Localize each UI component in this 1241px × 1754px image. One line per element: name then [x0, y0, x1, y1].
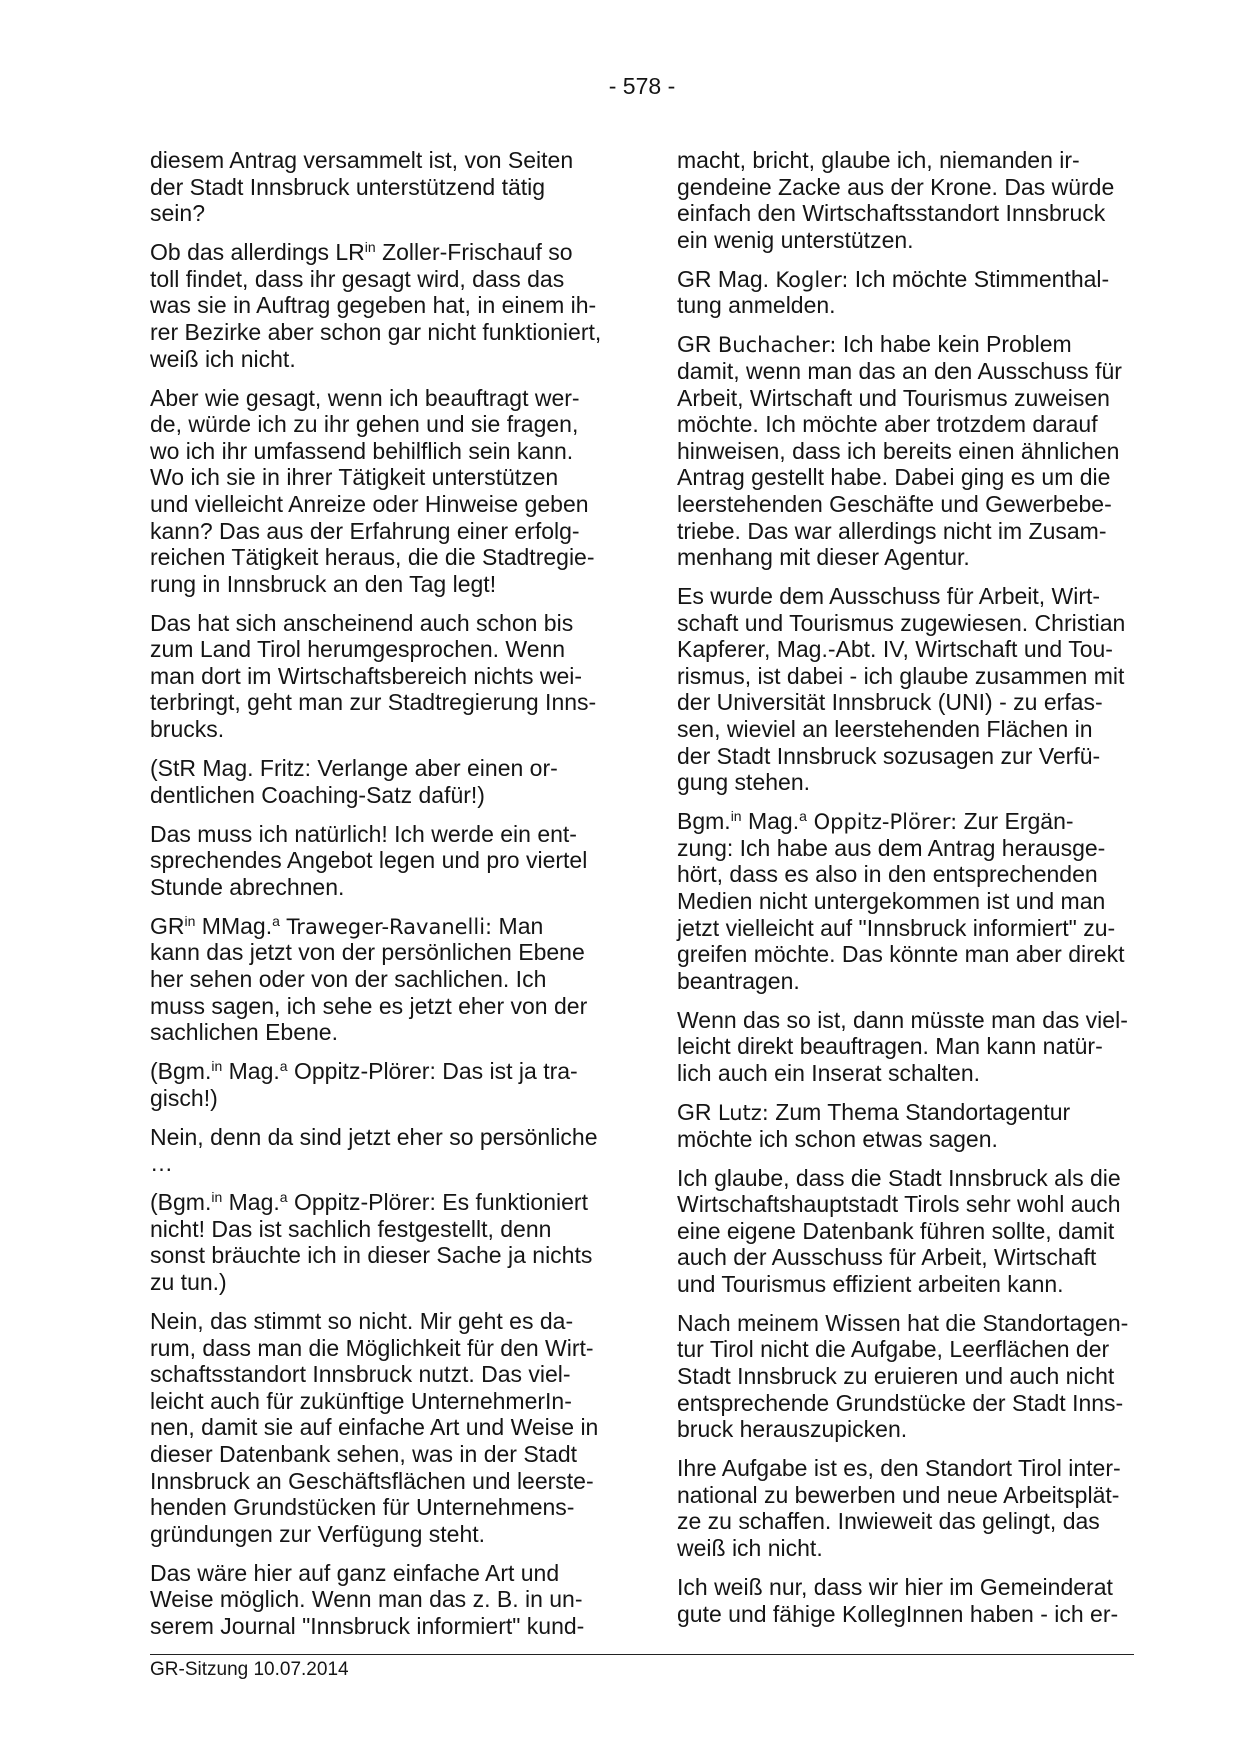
text-line: Nach meinem Wissen hat die Standortagen-	[677, 1309, 1129, 1336]
text-line: …	[150, 1150, 173, 1177]
paragraph	[150, 239, 610, 372]
paragraph	[677, 1099, 1137, 1152]
text-line: Kapferer, Mag.-Abt. IV, Wirtschaft und Tou-	[677, 636, 1113, 663]
text-line: triebe. Das war allerdings nicht im Zusam-	[677, 517, 1107, 544]
text-line: henden Grundstücken für Unternehmens-	[150, 1494, 575, 1521]
superscript: in	[184, 912, 196, 929]
text-line: leerstehenden Geschäfte und Gewerbebe-	[677, 490, 1112, 517]
paragraph	[150, 147, 610, 227]
text-line: Weise möglich. Wenn man das z. B. in un-	[150, 1586, 583, 1613]
superscript: in	[730, 808, 742, 825]
text-line: weiß ich nicht.	[150, 345, 296, 372]
superscript: a	[279, 1189, 288, 1206]
text-line: Medien nicht untergekommen ist und man	[677, 888, 1106, 914]
paragraph	[150, 610, 610, 743]
text-line: sen, wieviel an leerstehenden Flächen in	[677, 716, 1093, 743]
paragraph	[150, 755, 610, 808]
text-segment: GR Mag.	[677, 265, 776, 292]
text-line: gung stehen.	[677, 769, 811, 796]
text-segment: Zoller-Frischauf so	[375, 239, 573, 266]
paragraph	[150, 1058, 610, 1111]
text-segment: Bgm.	[677, 808, 731, 835]
text-line: Ich glaube, dass die Stadt Innsbruck als die	[677, 1164, 1121, 1191]
text-segment: (Bgm.	[150, 1189, 212, 1216]
text-line: gründungen zur Verfügung steht.	[150, 1520, 486, 1547]
text-line: entsprechende Grundstücke der Stadt Inns-	[677, 1389, 1124, 1416]
text-segment: GR	[150, 912, 185, 939]
text-line: hinweisen, dass ich bereits einen ähnlichen	[677, 437, 1120, 464]
text-line: greifen möchte. Das könnte man aber direkt	[677, 941, 1125, 968]
paragraph	[677, 808, 1137, 994]
paragraph	[150, 913, 610, 1046]
speaker-name: Kogler:	[775, 267, 849, 292]
text-line: der Stadt Innsbruck sozusagen zur Verfü-	[677, 742, 1101, 769]
text-line: sprechendes Angebot legen und pro viertel	[150, 847, 588, 874]
text-line	[150, 239, 610, 266]
text-line: (StR Mag. Fritz: Verlange aber einen or-	[150, 755, 558, 782]
text-line: beantragen.	[677, 967, 800, 994]
text-line: muss sagen, ich sehe es jetzt eher von der	[150, 992, 588, 1019]
text-segment: Oppitz-Plörer: Das ist ja tra-	[287, 1058, 578, 1085]
text-line: möchte ich schon etwas sagen.	[677, 1125, 998, 1152]
text-line: kann? Das aus der Erfahrung einer erfolg-	[150, 517, 580, 544]
text-line: Wirtschaftshauptstadt Tirols sehr wohl auch	[677, 1191, 1121, 1218]
paragraph	[677, 1165, 1137, 1298]
text-line: Nein, das stimmt so nicht. Mir geht es da-	[150, 1308, 574, 1335]
text-line: jetzt vielleicht auf "Innsbruck informiert" zu-	[677, 914, 1116, 941]
left-column	[150, 147, 610, 1652]
superscript: a	[279, 1058, 288, 1075]
paragraph	[150, 1189, 610, 1295]
text-segment: Mag.	[222, 1058, 280, 1085]
footer-session-label: GR-Sitzung 10.07.2014	[150, 1659, 349, 1680]
text-line: Stunde abrechnen.	[150, 873, 345, 900]
text-line: Nein, denn da sind jetzt eher so persönliche	[150, 1123, 598, 1150]
text-line: macht, bricht, glaube ich, niemanden ir-	[677, 147, 1080, 173]
text-line: lich auch ein Inserat schalten.	[677, 1059, 981, 1086]
text-line: reichen Tätigkeit heraus, die die Stadtregie-	[150, 544, 595, 571]
text-line: diesem Antrag versammelt ist, von Seiten	[150, 147, 574, 173]
superscript: a	[272, 912, 280, 929]
text-line: leicht auch für zukünftige UnternehmerIn-	[150, 1387, 572, 1414]
text-line: eine eigene Datenbank führen sollte, damit	[677, 1217, 1115, 1244]
text-line: schaft und Tourismus zugewiesen. Christian	[677, 609, 1126, 636]
paragraph	[150, 821, 610, 901]
text-line: gendeine Zacke aus der Krone. Das würde	[677, 173, 1115, 200]
text-line: sachlichen Ebene.	[150, 1019, 338, 1046]
text-line: Das muss ich natürlich! Ich werde ein ent-	[150, 820, 577, 847]
text-line	[677, 1099, 1137, 1126]
text-line: Das wäre hier auf ganz einfache Art und	[150, 1559, 560, 1586]
text-line: und Tourismus effizient arbeiten kann.	[677, 1270, 1064, 1297]
superscript: in	[364, 239, 376, 256]
page-number: - 578 -	[608, 73, 676, 99]
speaker-name: Traweger-Ravanelli:	[279, 914, 493, 939]
text-line: tung anmelden.	[677, 292, 836, 319]
text-line: man dort im Wirtschaftsbereich nichts wei-	[150, 662, 583, 689]
speaker-name: Lutz:	[717, 1100, 769, 1125]
text-line: zu tun.)	[150, 1269, 227, 1296]
text-line: und vielleicht Anreize oder Hinweise geben	[150, 490, 589, 517]
text-line: leicht direkt beauftragen. Man kann natür-	[677, 1033, 1103, 1060]
text-line: gisch!)	[150, 1084, 218, 1111]
text-segment: GR	[677, 331, 718, 358]
text-line: terbringt, geht man zur Stadtregierung Inns-	[150, 689, 597, 716]
text-line	[150, 1189, 610, 1216]
text-line: zung: Ich habe aus dem Antrag herausge-	[677, 834, 1106, 861]
text-line: sonst bräuchte ich in dieser Sache ja nichts	[150, 1242, 593, 1269]
text-line: Antrag gestellt habe. Dabei ging es um die	[677, 464, 1111, 491]
text-line: damit, wenn man das an den Ausschuss für	[677, 357, 1122, 384]
text-line: weiß ich nicht.	[677, 1535, 823, 1562]
text-line: möchte. Ich möchte aber trotzdem darauf	[677, 411, 1098, 438]
text-line: nicht! Das ist sachlich festgestellt, denn	[150, 1215, 552, 1242]
text-line	[677, 266, 1137, 293]
paragraph	[150, 1308, 610, 1547]
text-segment: Ob das allerdings LR	[150, 239, 365, 266]
text-line: Arbeit, Wirtschaft und Tourismus zuweisen	[677, 384, 1110, 411]
text-line	[150, 1058, 610, 1085]
text-line: ze zu schaffen. Inwieweit das gelingt, das	[677, 1508, 1100, 1535]
text-line: national zu bewerben und neue Arbeitsplät-	[677, 1481, 1120, 1508]
text-line: der Stadt Innsbruck unterstützend tätig	[150, 173, 546, 200]
paragraph	[677, 266, 1137, 319]
text-line: ein wenig unterstützen.	[677, 226, 914, 253]
text-line: Wenn das so ist, dann müsste man das viel-	[677, 1006, 1128, 1033]
text-segment: Zum Thema Standortagentur	[768, 1098, 1071, 1125]
text-segment: Ich habe kein Problem	[836, 331, 1072, 358]
text-line: rismus, ist dabei - ich glaube zusammen mit	[677, 662, 1125, 689]
text-segment: GR	[677, 1098, 718, 1125]
text-segment: Mag.	[741, 808, 800, 835]
paragraph	[677, 331, 1137, 570]
text-segment: Oppitz-Plörer: Es funktioniert	[287, 1189, 588, 1216]
text-line: Das hat sich anscheinend auch schon bis	[150, 609, 574, 636]
paragraph	[677, 1455, 1137, 1561]
text-line: nen, damit sie auf einfache Art und Weise in	[150, 1414, 599, 1441]
text-line: kann das jetzt von der persönlichen Ebene	[150, 939, 585, 966]
text-line	[677, 808, 1137, 835]
text-line: Innsbruck an Geschäftsflächen und leerste-	[150, 1467, 594, 1494]
text-line: Stadt Innsbruck zu eruieren und auch nicht	[677, 1363, 1115, 1390]
text-segment: Zur Ergän-	[957, 808, 1074, 835]
text-line: menhang mit dieser Agentur.	[677, 544, 970, 571]
paragraph	[150, 1124, 610, 1177]
superscript: a	[799, 808, 807, 825]
text-line: einfach den Wirtschaftsstandort Innsbruck	[677, 200, 1106, 227]
right-column	[677, 147, 1137, 1640]
paragraph	[150, 385, 610, 598]
text-line: rer Bezirke aber schon gar nicht funktioniert,	[150, 318, 602, 345]
text-line: Ihre Aufgabe ist es, den Standort Tirol inter-	[677, 1455, 1121, 1482]
text-line: rung in Innsbruck an den Tag legt!	[150, 570, 497, 597]
paragraph	[677, 1007, 1137, 1087]
text-line: Wo ich sie in ihrer Tätigkeit unterstützen	[150, 464, 559, 491]
text-line: wo ich ihr umfassend behilflich sein kann.	[150, 437, 574, 464]
speaker-name: Buchacher:	[717, 333, 837, 358]
text-line	[677, 331, 1137, 358]
text-line: hört, dass es also in den entsprechenden	[677, 861, 1098, 888]
speaker-name: Oppitz-Plörer:	[806, 810, 958, 835]
paragraph	[677, 1310, 1137, 1443]
text-line	[150, 913, 610, 940]
superscript: in	[211, 1058, 223, 1075]
text-segment: Ich möchte Stimmenthal-	[848, 265, 1110, 292]
text-line: rum, dass man die Möglichkeit für den Wirt-	[150, 1334, 594, 1361]
text-line: de, würde ich zu ihr gehen und sie fragen,	[150, 411, 579, 438]
text-line: gute und fähige KollegInnen haben - ich er-	[677, 1600, 1119, 1627]
text-line: dieser Datenbank sehen, was in der Stadt	[150, 1441, 578, 1468]
text-line: schaftsstandort Innsbruck nutzt. Das viel-	[150, 1361, 571, 1388]
text-line: Aber wie gesagt, wenn ich beauftragt wer-	[150, 384, 580, 411]
paragraph	[677, 583, 1137, 796]
text-line: auch der Ausschuss für Arbeit, Wirtschaft	[677, 1244, 1097, 1271]
paragraph	[677, 147, 1137, 253]
paragraph	[150, 1560, 610, 1640]
footer-divider	[150, 1654, 1134, 1655]
text-line: brucks.	[150, 716, 225, 743]
text-segment: (Bgm.	[150, 1058, 212, 1085]
text-line: was sie in Auftrag gegeben hat, in einem ih-	[150, 292, 597, 319]
text-line: der Universität Innsbruck (UNI) - zu erfas-	[677, 689, 1103, 716]
paragraph	[677, 1574, 1137, 1627]
text-segment: Mag.	[222, 1189, 280, 1216]
text-segment: MMag.	[195, 912, 273, 939]
text-line: her sehen oder von der sachlichen. Ich	[150, 965, 547, 992]
superscript: in	[211, 1189, 223, 1206]
text-line: toll findet, dass ihr gesagt wird, dass das	[150, 265, 565, 292]
text-line: serem Journal "Innsbruck informiert" kund-	[150, 1612, 585, 1639]
text-line: zum Land Tirol herumgesprochen. Wenn	[150, 636, 566, 663]
text-line: Ich weiß nur, dass wir hier im Gemeinderat	[677, 1574, 1113, 1600]
text-line: tur Tirol nicht die Aufgabe, Leerflächen der	[677, 1336, 1110, 1363]
text-line: bruck herauszupicken.	[677, 1416, 908, 1443]
text-segment: Man	[492, 912, 544, 939]
text-line: dentlichen Coaching-Satz dafür!)	[150, 781, 485, 808]
text-line: Es wurde dem Ausschuss für Arbeit, Wirt-	[677, 583, 1101, 610]
text-line: sein?	[150, 200, 205, 227]
